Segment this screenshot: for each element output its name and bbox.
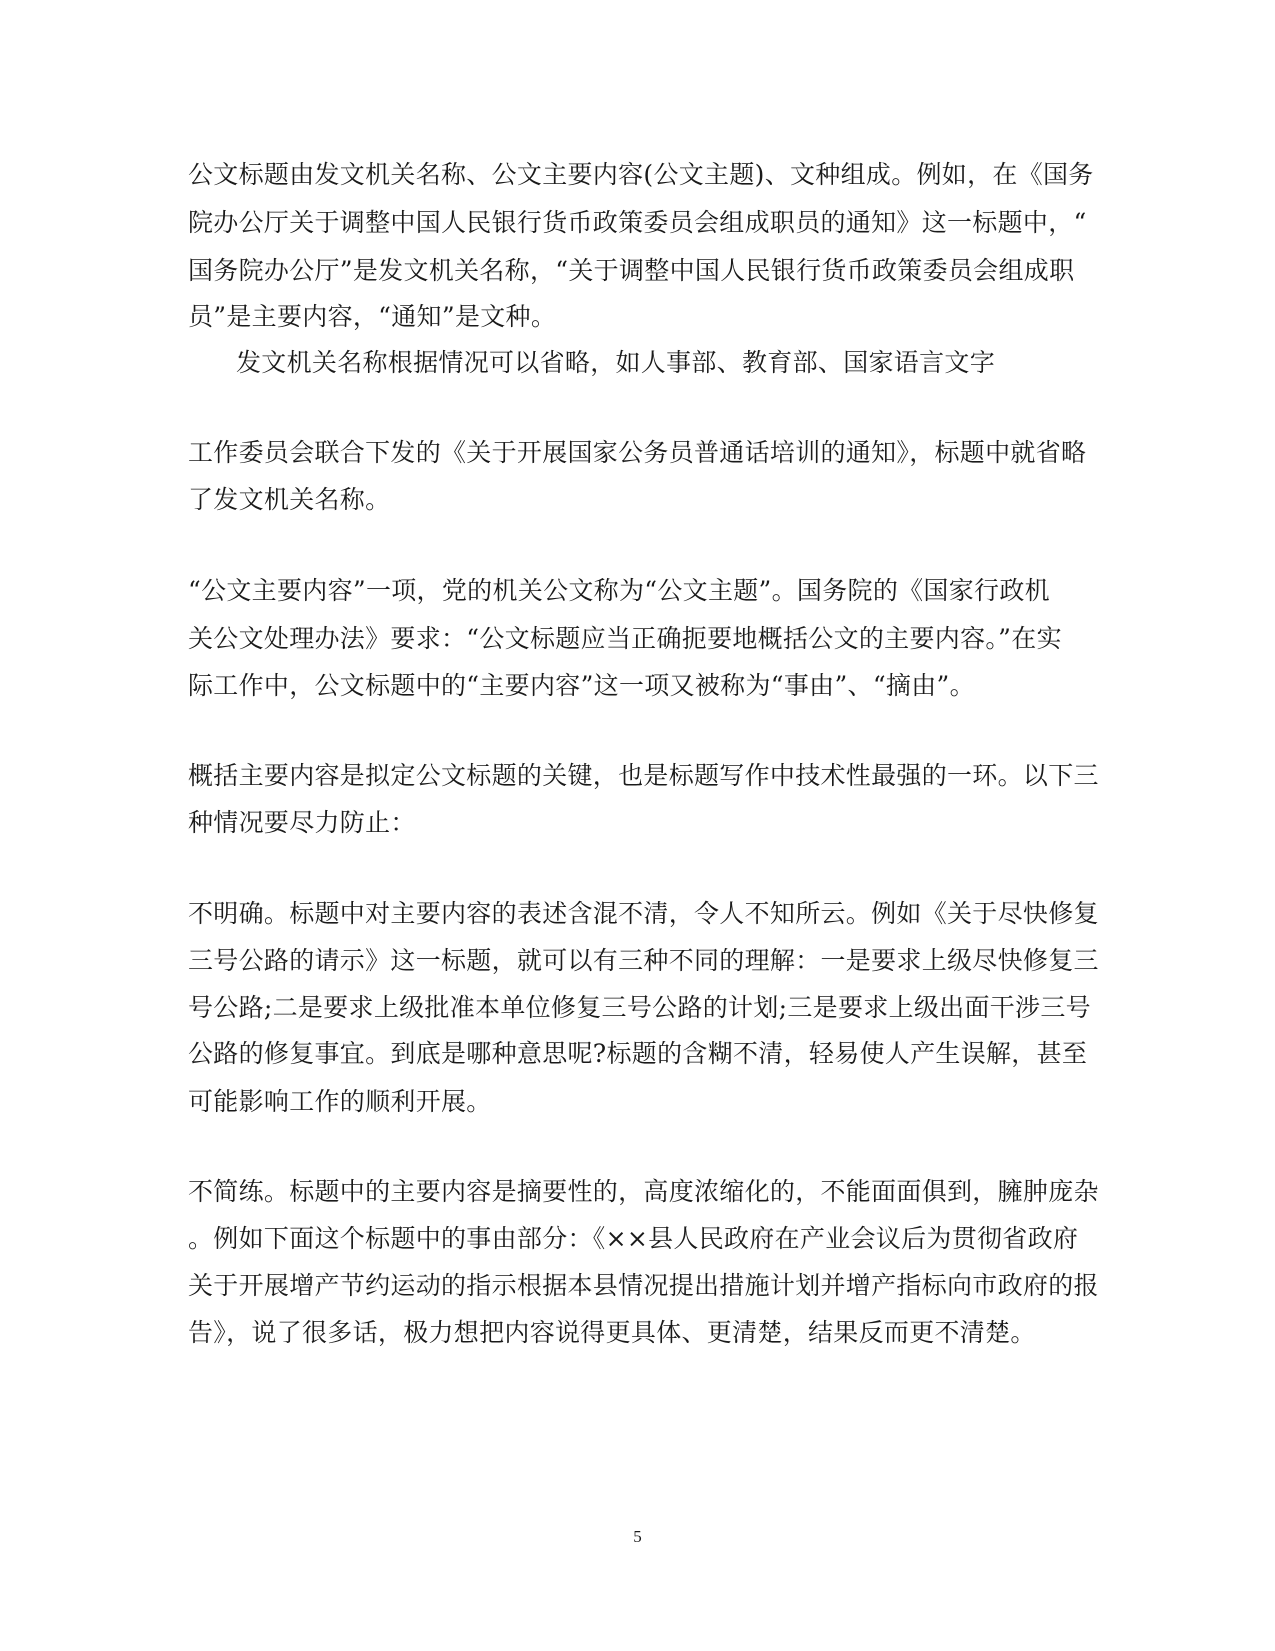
text-line: 关于开展增产节约运动的指示根据本县情况提出措施计划并增产指标向市政府的报 [188, 1271, 1099, 1300]
text-line: 号公路;二是要求上级批准本单位修复三号公路的计划;三是要求上级出面干涉三号 [188, 993, 1091, 1022]
text-line: 关公文处理办法》要求：“公文标题应当正确扼要地概括公文的主要内容。”在实 [188, 624, 1062, 653]
text-line: 三号公路的请示》这一标题，就可以有三种不同的理解：一是要求上级尽快修复三 [188, 946, 1099, 975]
text-line: 国务院办公厅”是发文机关名称，“关于调整中国人民银行货币政策委员会组成职 [188, 256, 1075, 285]
text-line: 员”是主要内容，“通知”是文种。 [188, 302, 557, 331]
text-line: 发文机关名称根据情况可以省略，如人事部、教育部、国家语言文字 [236, 348, 996, 377]
text-line: 告》，说了很多话，极力想把内容说得更具体、更清楚，结果反而更不清楚。 [188, 1318, 1036, 1347]
text-line: “公文主要内容”一项，党的机关公文称为“公文主题”。国务院的《国家行政机 [188, 576, 1050, 605]
text-line: 公路的修复事宜。到底是哪种意思呢?标题的含糊不清，轻易使人产生误解，甚至 [188, 1039, 1088, 1068]
text-line: 公文标题由发文机关名称、公文主要内容(公文主题)、文种组成。例如，在《国务 [188, 160, 1094, 189]
text-line: 不简练。标题中的主要内容是摘要性的，高度浓缩化的，不能面面俱到，臃肿庞杂 [188, 1177, 1099, 1206]
text-line: 种情况要尽力防止： [188, 808, 416, 837]
text-line: 概括主要内容是拟定公文标题的关键，也是标题写作中技术性最强的一环。以下三 [188, 761, 1099, 790]
text-line: 院办公厅关于调整中国人民银行货币政策委员会组成职员的通知》这一标题中，“ [188, 208, 1087, 237]
text-line: 际工作中，公文标题中的“主要内容”这一项又被称为“事由”、“摘由”。 [188, 671, 975, 700]
page-number: 5 [633, 1527, 642, 1546]
text-line: 了发文机关名称。 [188, 485, 391, 514]
text-line: 可能影响工作的顺利开展。 [188, 1087, 492, 1116]
text-line: 工作委员会联合下发的《关于开展国家公务员普通话培训的通知》，标题中就省略 [188, 438, 1087, 467]
text-line: 不明确。标题中对主要内容的表述含混不清，令人不知所云。例如《关于尽快修复 [188, 899, 1099, 928]
text-line: 。例如下面这个标题中的事由部分：《××县人民政府在产业会议后为贯彻省政府 [188, 1224, 1079, 1253]
